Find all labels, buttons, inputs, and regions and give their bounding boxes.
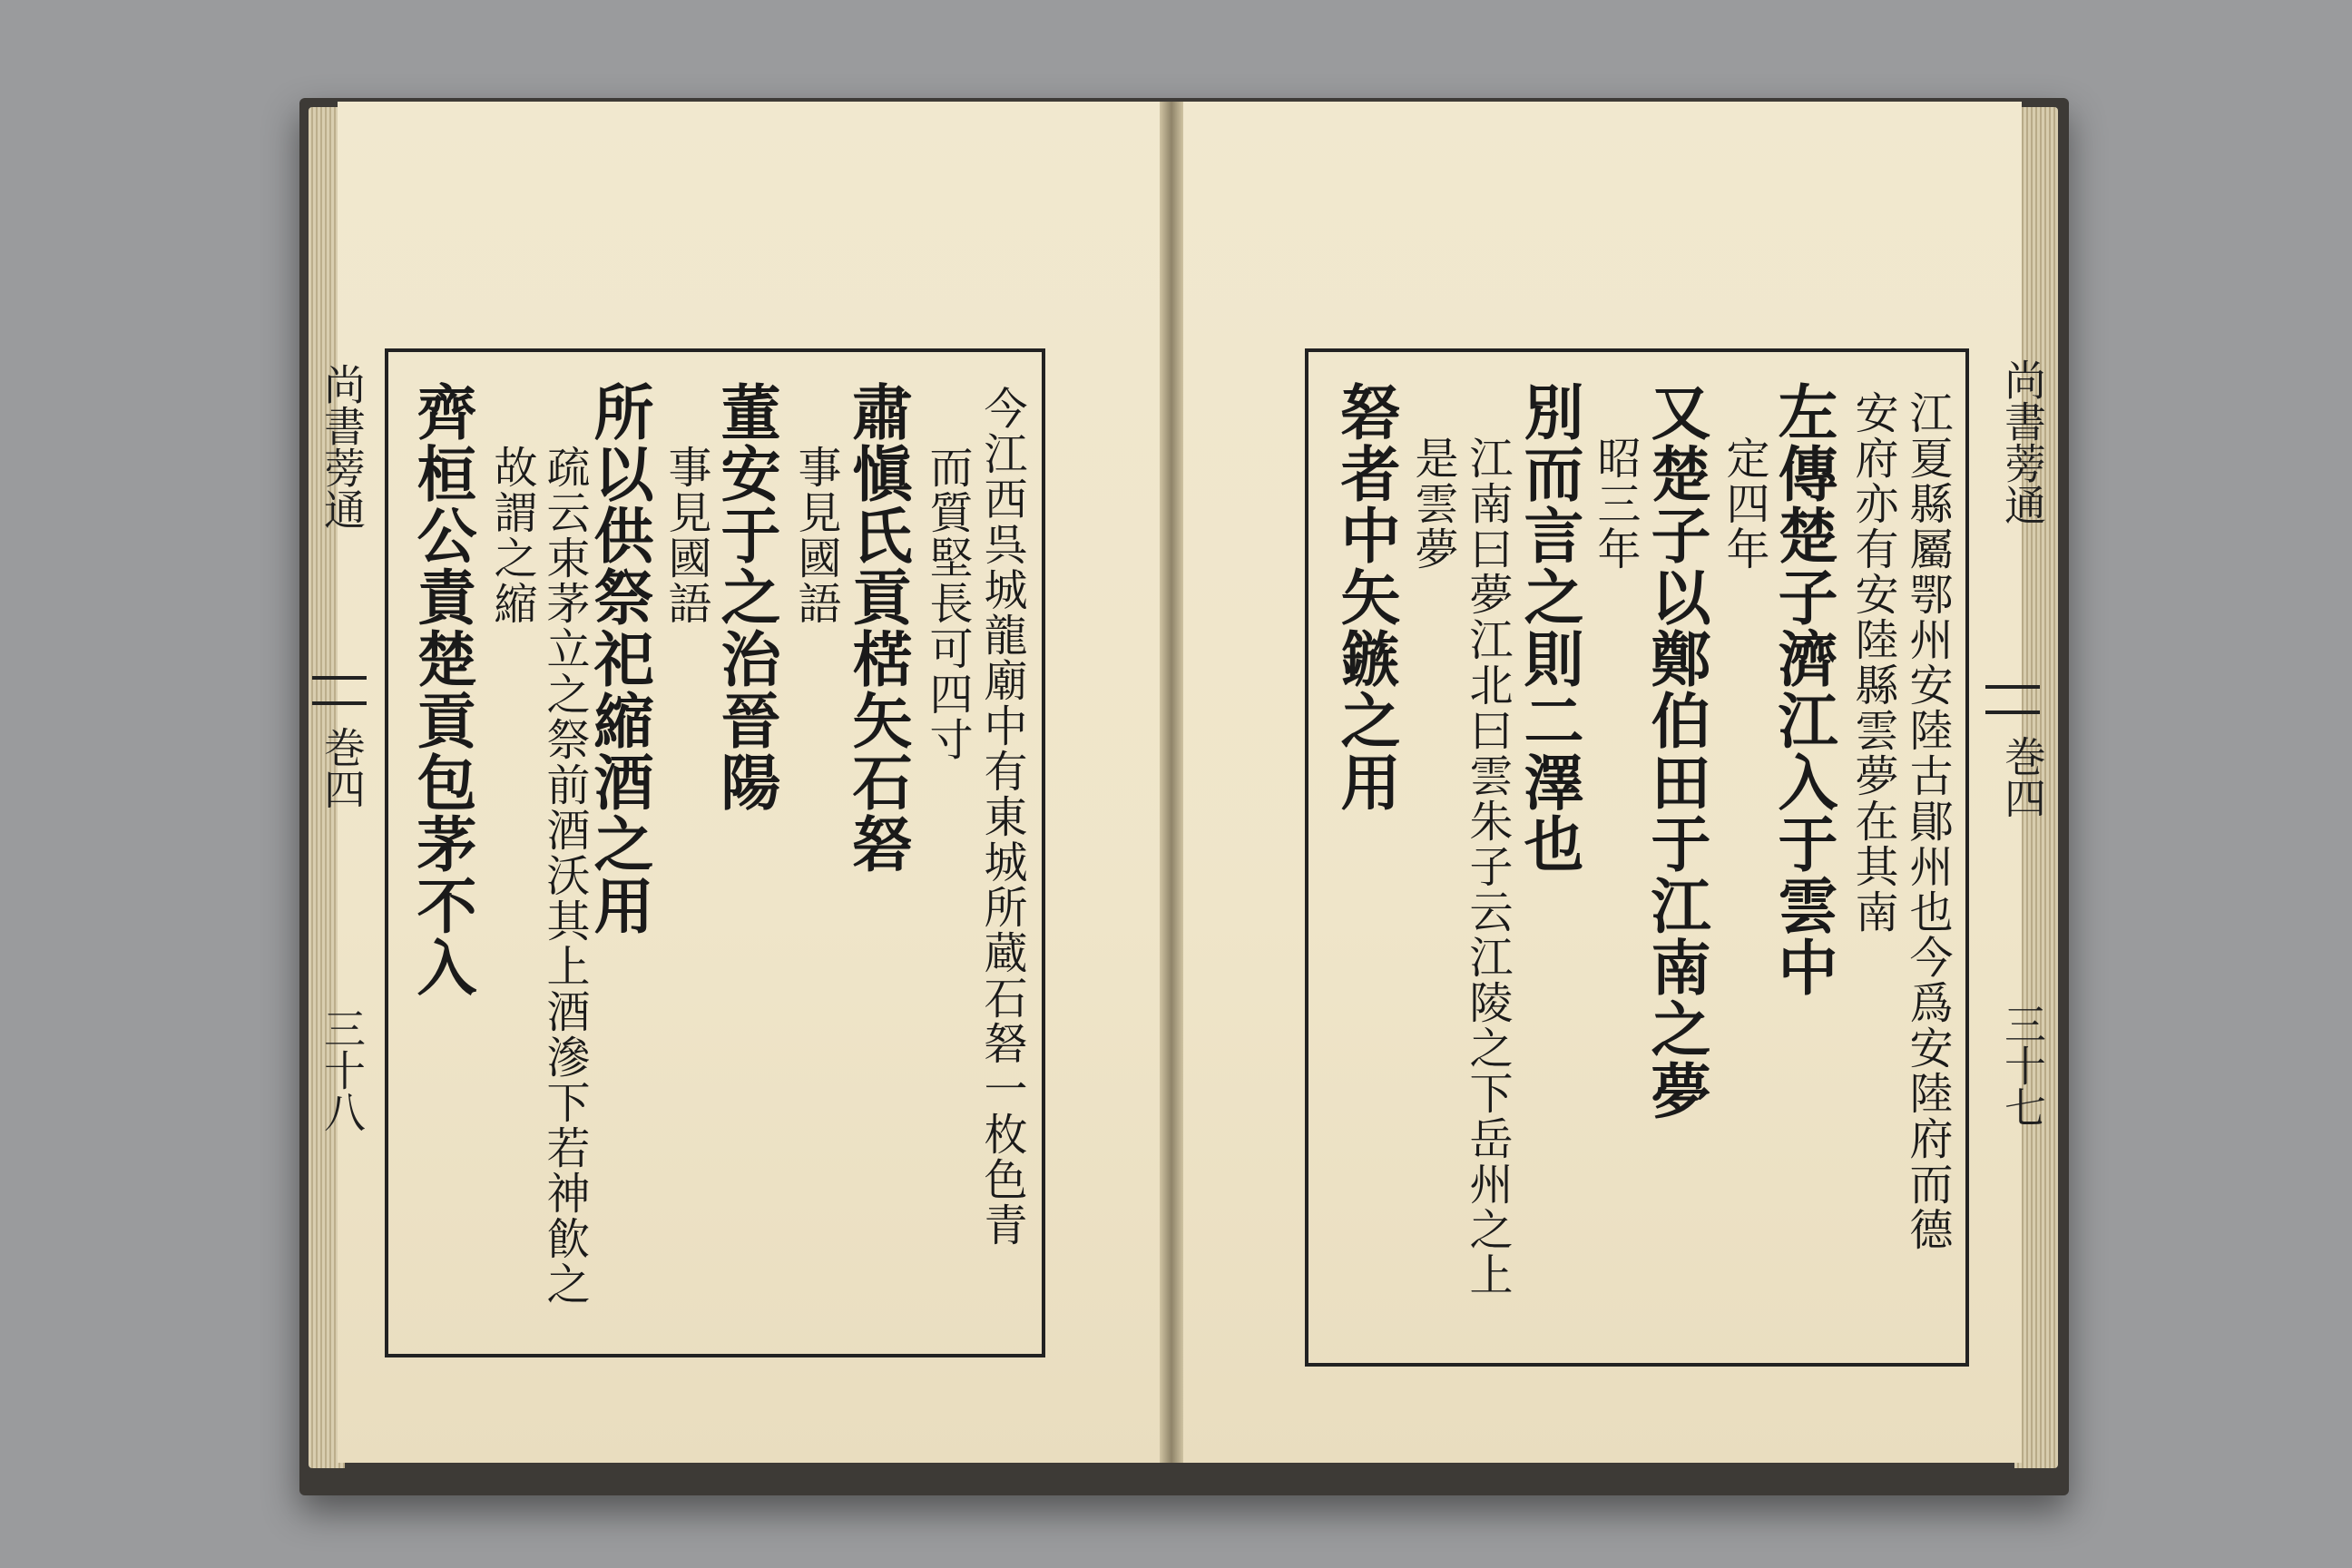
left-header-volume: 巻四 (318, 726, 367, 809)
right-header-title: 尚書蒡通 (1998, 358, 2047, 525)
left-column-7: 所以供祭祀縮酒之用 (583, 381, 654, 936)
right-column-8: 江南曰夢江北曰雲朱子云江陵之下岳州之上 (1462, 436, 1513, 1298)
right-column-3: 左傳楚子濟江入于雲中 (1768, 381, 1838, 998)
right-column-5: 又楚子以鄭伯田于江南之夢 (1641, 381, 1711, 1122)
left-column-8: 疏云束茅立之祭前酒沃其上酒滲下若神飮之 (539, 445, 590, 1307)
left-column-6: 事見國語 (661, 445, 711, 626)
left-column-1: 今江西呉城龍廟中有東城所蔵石砮一枚色青 (976, 386, 1027, 1248)
left-column-2: 而質堅長可四寸 (922, 445, 973, 762)
right-column-1: 江夏縣屬鄂州安陸古鄖州也今爲安陸府而德 (1902, 390, 1953, 1252)
right-column-7: 別而言之則二澤也 (1514, 381, 1584, 875)
right-column-9: 是雲夢 (1407, 436, 1458, 572)
right-column-4: 定四年 (1719, 436, 1769, 572)
right-column-2: 安府亦有安陸縣雲夢在其南 (1847, 390, 1898, 935)
right-fish-tail-mark (1985, 685, 2040, 714)
left-column-10: 齊桓公責楚貢包茅不入 (407, 381, 477, 998)
book-gutter (1160, 102, 1183, 1463)
left-header-page: 三十八 (318, 1007, 367, 1132)
right-column-6: 昭三年 (1590, 436, 1641, 572)
left-column-9: 故謂之縮 (486, 445, 537, 626)
right-header-page: 三十七 (1998, 1003, 2047, 1128)
right-column-10: 砮者中矢鏃之用 (1330, 381, 1401, 813)
right-header-volume: 巻四 (1998, 735, 2047, 818)
left-column-4: 事見國語 (790, 445, 841, 626)
left-fish-tail-mark (312, 676, 367, 705)
left-column-3: 肅愼氏貢楛矢石砮 (842, 381, 913, 875)
left-header-title: 尚書蒡通 (318, 363, 367, 530)
left-column-5: 董安于之治晉陽 (710, 381, 781, 813)
